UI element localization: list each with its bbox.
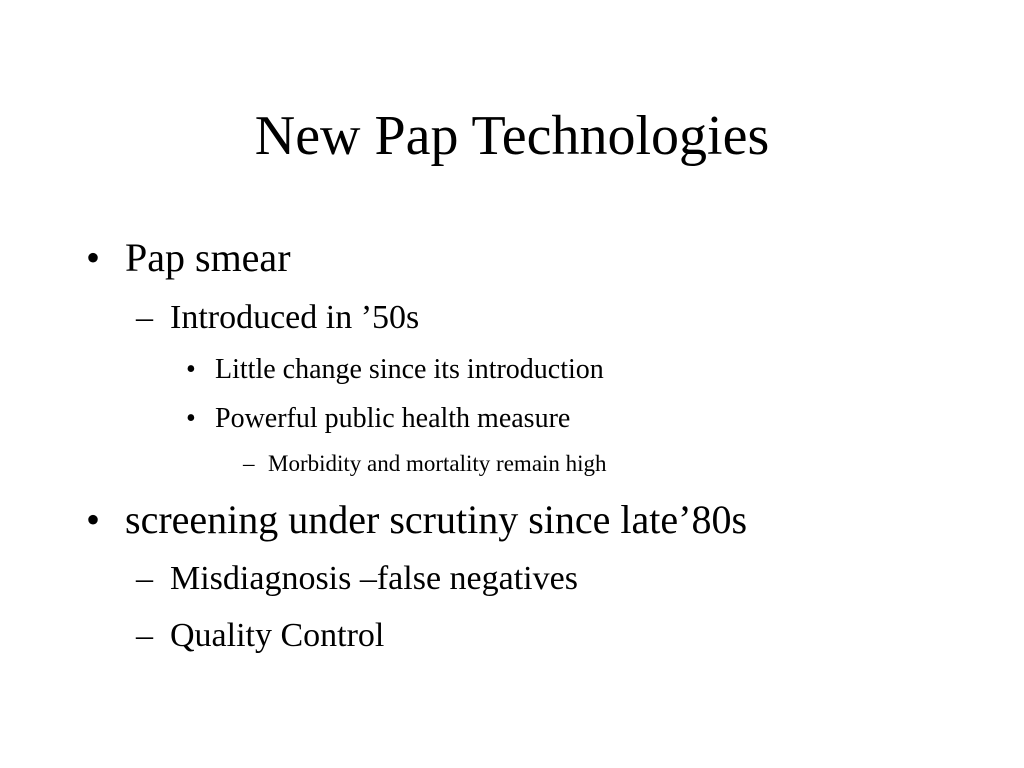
dash-marker: –	[136, 617, 153, 654]
bullet-text: Little change since its introduction	[215, 354, 604, 385]
bullet-text: Morbidity and mortality remain high	[268, 451, 607, 476]
dash-marker: –	[243, 451, 255, 476]
dash-marker: –	[136, 299, 153, 336]
bullet-marker: •	[86, 235, 101, 280]
bullet-text: screening under scrutiny since late’80s	[125, 497, 748, 542]
bullet-text: Misdiagnosis –false negatives	[170, 560, 578, 597]
bullet-marker: •	[86, 497, 101, 542]
bullet-marker: •	[186, 403, 196, 434]
bullet-text: Introduced in ’50s	[170, 299, 420, 336]
bullet-text: Quality Control	[170, 617, 385, 654]
dash-marker: –	[136, 560, 153, 597]
slide-title: New Pap Technologies	[254, 105, 770, 167]
bullet-text: Pap smear	[125, 235, 291, 280]
bullet-text: Powerful public health measure	[215, 403, 571, 434]
bullet-marker: •	[186, 354, 196, 385]
